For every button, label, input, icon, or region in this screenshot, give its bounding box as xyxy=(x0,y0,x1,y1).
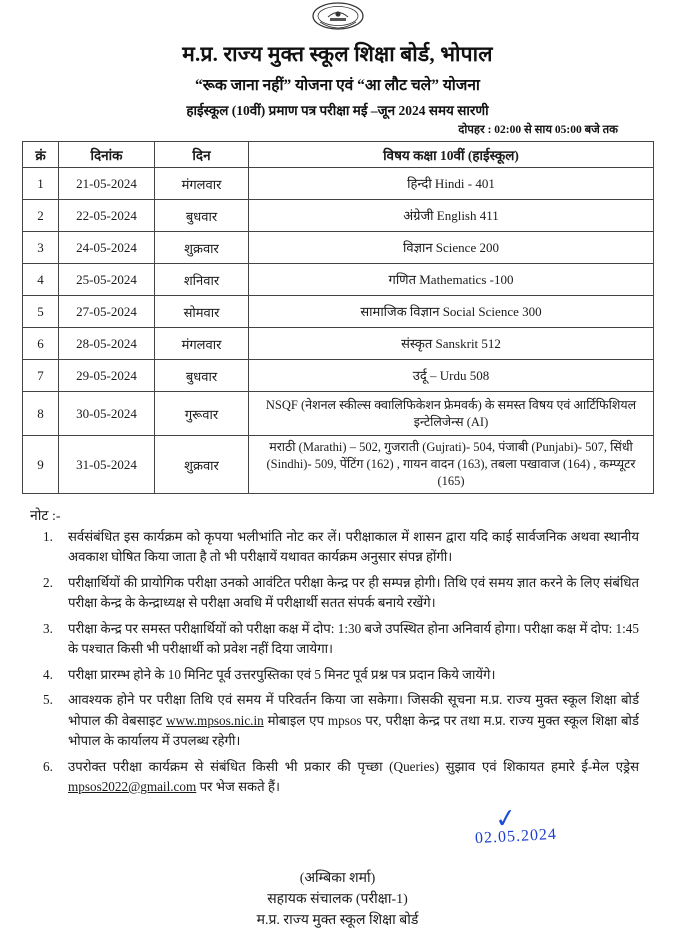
signatory-name: (अम्बिका शर्मा) xyxy=(299,871,376,887)
cell-sno: 2 xyxy=(23,200,59,232)
note-item: आवश्यक होने पर परीक्षा तिथि एवं समय में परिवर्तन किया जा सकेगा। जिसकी सूचना म.प्र. राज्य मुक्त स्कूल शिक्षा बोर्ड भोपाल की वेबसाइट www.mpsos.nic.in मोबाइल एप mpsos पर, परीक्षा केन्द्र पर तथा म.प्र. राज्य मुक्त स्कूल शिक्षा बोर्ड भोपाल के कार्यालय में उपलब्ध रहेगी। xyxy=(68,692,639,749)
table-row xyxy=(23,392,654,436)
cell-subject: विज्ञान Science 200 xyxy=(249,232,654,264)
cell-date: 22-05-2024 xyxy=(59,200,155,232)
exam-schedule-table xyxy=(22,141,654,494)
cell-sno: 4 xyxy=(23,264,59,296)
emblem-logo-svg xyxy=(310,2,366,36)
table-row xyxy=(23,328,654,360)
cell-day: बुधवार xyxy=(155,200,249,232)
cell-subject: संस्कृत Sanskrit 512 xyxy=(249,328,654,360)
signatory-designation: सहायक संचालक (परीक्षा-1) xyxy=(267,892,408,908)
cell-subject: मराठी (Marathi) – 502, गुजराती (Gujrati)- 504, पंजाबी (Punjabi)- 507, सिंधी (Sindhi)- 509, पेंटिंग (162) , गायन वादन (163), तबला पखावाज (164) , कम्प्यूटर (165) xyxy=(249,436,654,494)
emblem-logo xyxy=(310,2,366,36)
note-item: परीक्षा केन्द्र पर समस्त परीक्षार्थियों को परीक्षा कक्ष में दोप: 1:30 बजे उपस्थित होना अनिवार्य होगा। परीक्षा कक्ष में दोप: 1:45 के पश्चात किसी भी परीक्षार्थी को प्रवेश नहीं दिया जायेगा। xyxy=(68,620,639,657)
cell-date: 24-05-2024 xyxy=(59,232,155,264)
cell-day: मंगलवार xyxy=(155,328,249,360)
cell-day: शुक्रवार xyxy=(155,232,249,264)
cell-day: बुधवार xyxy=(155,360,249,392)
cell-sno: 8 xyxy=(23,392,59,436)
table-header-row xyxy=(23,142,654,168)
notes-list xyxy=(22,527,653,797)
website-link[interactable]: www.mpsos.nic.in xyxy=(166,712,264,728)
board-title: म.प्र. राज्य मुक्त स्कूल शिक्षा बोर्ड, भोपाल xyxy=(182,42,493,66)
exam-title: हाईस्कूल (10वीं) प्रमाण पत्र परीक्षा मई –जून 2024 समय सारणी xyxy=(186,103,489,118)
col-header-sno: क्रं xyxy=(23,142,59,168)
cell-subject: NSQF (नेशनल स्कील्स क्वालिफिकेशन फ्रेमवर्क) के समस्त विषय एवं आर्टिफिशियल इन्टेलिजेन्स (AI) xyxy=(249,392,654,436)
cell-subject: अंग्रेजी English 411 xyxy=(249,200,654,232)
cell-date: 29-05-2024 xyxy=(59,360,155,392)
table-row xyxy=(23,436,654,494)
table-row xyxy=(23,200,654,232)
cell-subject: उर्दू – Urdu 508 xyxy=(249,360,654,392)
cell-date: 31-05-2024 xyxy=(59,436,155,494)
note-item: परीक्षार्थियों की प्रायोगिक परीक्षा उनको आवंटित परीक्षा केन्द्र पर ही सम्पन्न होगी। तिथि एवं समय ज्ञात करने के लिए संबंधित परीक्षा केन्द्र के केन्द्राध्यक्ष से परीक्षा अवधि में परीक्षार्थी सतत संपर्क बनाये रखेंगे। xyxy=(68,574,639,611)
notes-heading: नोट :- xyxy=(30,509,61,524)
cell-day: मंगलवार xyxy=(155,168,249,200)
cell-day: शनिवार xyxy=(155,264,249,296)
note-item: परीक्षा प्रारम्भ होने के 10 मिनिट पूर्व उत्तरपुस्तिका एवं 5 मिनट पूर्व प्रश्न पत्र प्रदान किये जायेंगे। xyxy=(68,666,496,682)
cell-sno: 3 xyxy=(23,232,59,264)
cell-subject: गणित Mathematics -100 xyxy=(249,264,654,296)
col-header-date: दिनांक xyxy=(59,142,155,168)
email-link[interactable]: mpsos2022@gmail.com xyxy=(68,778,197,794)
cell-date: 21-05-2024 xyxy=(59,168,155,200)
cell-sno: 7 xyxy=(23,360,59,392)
cell-sno: 5 xyxy=(23,296,59,328)
table-row xyxy=(23,360,654,392)
cell-day: शुक्रवार xyxy=(155,436,249,494)
note-item: उपरोक्त परीक्षा कार्यक्रम से संबंधित किसी भी प्रकार की पृच्छा (Queries) सुझाव एवं शिकायत हमारे ई-मेल एड्रेस mpsos2022@gmail.com पर भेज सकते हैं। xyxy=(68,758,639,794)
logo-container xyxy=(22,0,653,34)
signature-date: 02.05.2024 xyxy=(474,826,558,848)
signatory-block xyxy=(22,868,653,931)
cell-date: 30-05-2024 xyxy=(59,392,155,436)
col-header-day: दिन xyxy=(155,142,249,168)
cell-sno: 9 xyxy=(23,436,59,494)
cell-subject: हिन्दी Hindi - 401 xyxy=(249,168,654,200)
cell-day: सोमवार xyxy=(155,296,249,328)
col-header-subject: विषय कक्षा 10वीं (हाईस्कूल) xyxy=(249,142,654,168)
cell-sno: 6 xyxy=(23,328,59,360)
note-item: सर्वसंबंधित इस कार्यक्रम को कृपया भलीभांति नोट कर लें। परीक्षाकाल में शासन द्वारा यदि काई सार्वजनिक अथवा स्थानीय अवकाश घोषित किया जाता है तो भी परीक्षायें यथावत कार्यक्रम अनुसार संपन्न होंगी। xyxy=(68,529,639,565)
exam-timing: दोपहर : 02:00 से साय 05:00 बजे तक xyxy=(458,124,618,136)
table-row xyxy=(23,264,654,296)
table-row xyxy=(23,168,654,200)
cell-sno: 1 xyxy=(23,168,59,200)
scheme-title: “रूक जाना नहीं” योजना एवं “आ लौट चले” योजना xyxy=(195,77,480,94)
cell-date: 25-05-2024 xyxy=(59,264,155,296)
table-row xyxy=(23,296,654,328)
cell-day: गुरूवार xyxy=(155,392,249,436)
signature-area xyxy=(22,802,653,868)
signatory-office: म.प्र. राज्य मुक्त स्कूल शिक्षा बोर्ड xyxy=(256,913,419,929)
cell-date: 27-05-2024 xyxy=(59,296,155,328)
signature-mark: ✓ xyxy=(493,803,519,836)
cell-subject: सामाजिक विज्ञान Social Science 300 xyxy=(249,296,654,328)
table-row xyxy=(23,232,654,264)
cell-date: 28-05-2024 xyxy=(59,328,155,360)
